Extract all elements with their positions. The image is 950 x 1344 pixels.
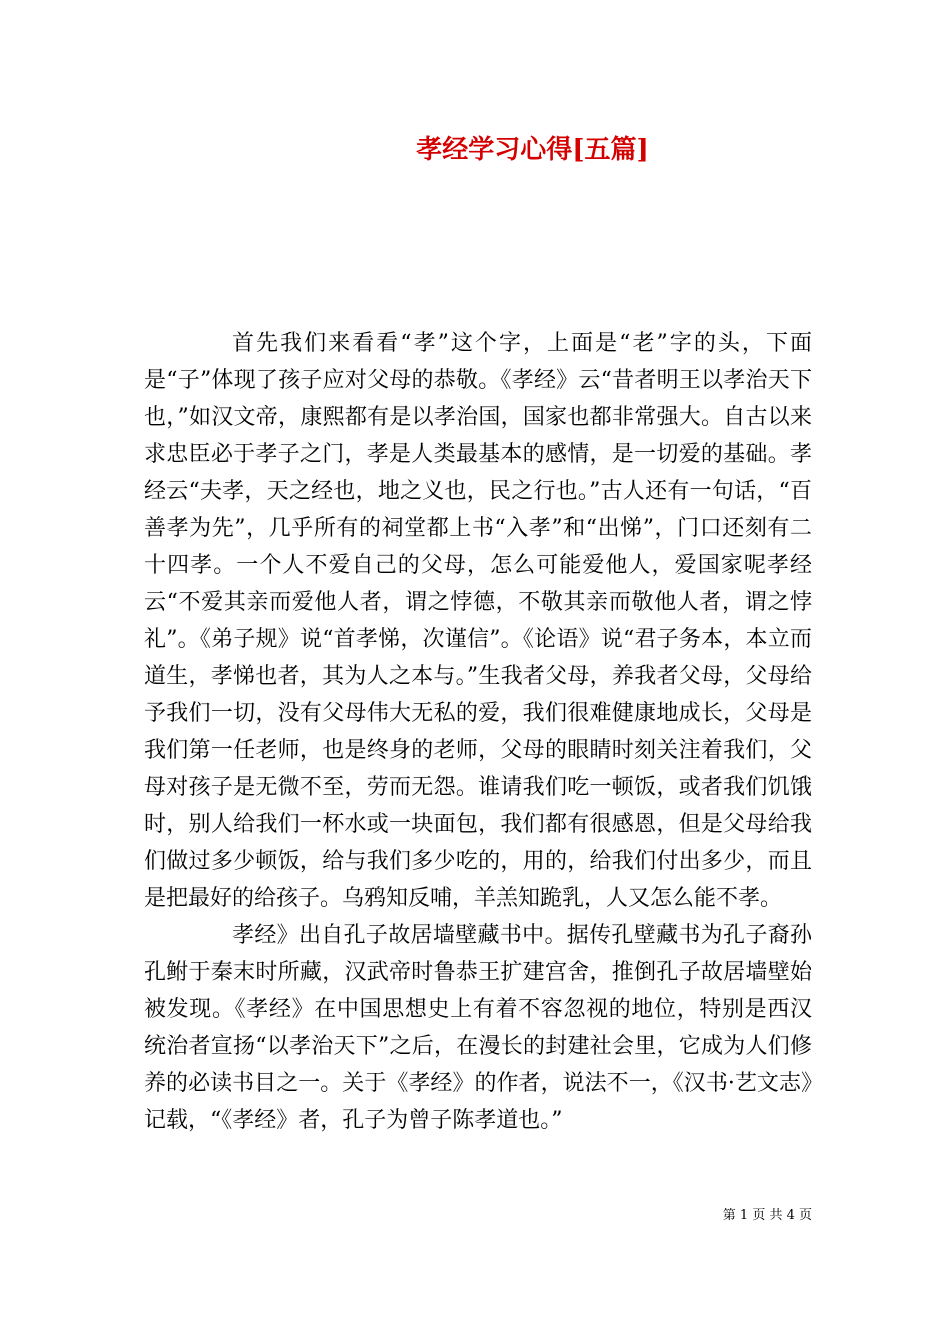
document-title: 孝经学习心得[五篇]: [416, 135, 649, 165]
document-body: [144, 325, 812, 1139]
paragraph-2: 孝经》出自孔子故居墙壁藏书中。据传孔壁藏书为孔子裔孙孔鲋于秦末时所藏，汉武帝时鲁恭王扩建宫舍，推倒孔子故居墙壁始被发现。《孝经》在中国思想史上有着不容忽视的地位，特别是西汉统治者宣扬“以孝治天下”之后，在漫长的封建社会里，它成为人们修养的必读书目之一。关于《孝经》的作者，说法不一，《汉书·艺文志》记载，“《孝经》者，孔子为曾子陈孝道也。”: [144, 923, 812, 1133]
page-number-footer: 第 1 页 共 4 页: [722, 1208, 812, 1223]
paragraph-1: 首先我们来看看“孝”这个字，上面是“老”字的头，下面是“子”体现了孩子应对父母的恭敬。《孝经》云“昔者明王以孝治天下也，”如汉文帝，康熙都有是以孝治国，国家也都非常强大。自古以来求忠臣必于孝子之门，孝是人类最基本的感情，是一切爱的基础。孝经云“夫孝，天之经也，地之义也，民之行也。”古人还有一句话，“百善孝为先”，几乎所有的祠堂都上书“入孝”和“出悌”，门口还刻有二十四孝。一个人不爱自己的父母，怎么可能爱他人，爱国家呢孝经云“不爱其亲而爱他人者，谓之悖德，不敬其亲而敬他人者，谓之悖礼”。《弟子规》说“首孝悌，次谨信”。《论语》说“君子务本，本立而道生，孝悌也者，其为人之本与。”生我者父母，养我者父母，父母给予我们一切，没有父母伟大无私的爱，我们很难健康地成长，父母是我们第一任老师，也是终身的老师，父母的眼睛时刻关注着我们，父母对孩子是无微不至，劳而无怨。谁请我们吃一顿饭，或者我们饥饿时，别人给我们一杯水或一块面包，我们都有很感恩，但是父母给我们做过多少顿饭，给与我们多少吃的，用的，给我们付出多少，而且是把最好的给孩子。乌鸦知反哺，羊羔知跪乳，人又怎么能不孝。: [144, 331, 812, 911]
